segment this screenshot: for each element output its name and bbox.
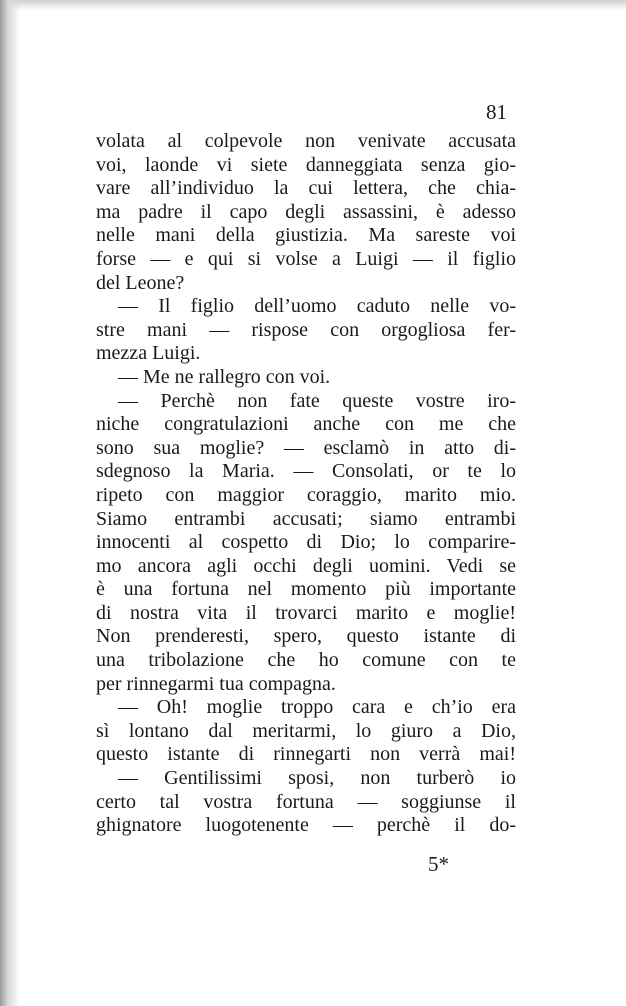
text-line: — Oh! moglie troppo cara e ch’io era: [118, 696, 516, 719]
body-text: [96, 130, 516, 838]
text-line: per rinnegarmi tua compagna.: [96, 672, 336, 695]
text-line: mo ancora agli occhi degli uomini. Vedi se: [96, 554, 516, 577]
text-line: ma padre il capo degli assassini, è adesso: [96, 200, 516, 223]
page-number: 81: [486, 100, 507, 124]
text-line: niche congratulazioni anche con me che: [96, 413, 516, 436]
text-line: è una fortuna nel momento più importante: [96, 578, 516, 601]
text-line: — Gentilissimi sposi, non turberò io: [118, 767, 516, 790]
text-line: — Me ne rallegro con voi.: [118, 365, 331, 388]
text-line: voi, laonde vi siete danneggiata senza gio-: [96, 153, 516, 176]
text-line: vare all’individuo la cui lettera, che chia-: [96, 177, 516, 200]
text-line: nelle mani della giustizia. Ma sareste voi: [96, 224, 516, 247]
text-line: ripeto con maggior coraggio, marito mio.: [96, 483, 516, 506]
text-line: sdegnoso la Maria. — Consolati, or te lo: [96, 460, 516, 483]
text-line: sì lontano dal meritarmi, lo giuro a Dio,: [96, 719, 516, 742]
page-edge-shadow-top: [0, 0, 626, 10]
text-line: mezza Luigi.: [96, 342, 201, 365]
text-line: del Leone?: [96, 271, 185, 294]
text-line: una tribolazione che ho comune con te: [96, 649, 516, 672]
text-line: Non prenderesti, spero, questo istante di: [96, 625, 516, 648]
text-line: volata al colpevole non venivate accusata: [96, 130, 516, 152]
page-edge-shadow-left: [0, 0, 20, 1006]
text-line: sono sua moglie? — esclamò in atto di-: [96, 436, 516, 459]
text-line: questo istante di rinnegarti non verrà mai!: [96, 743, 516, 766]
text-line: Siamo entrambi accusati; siamo entrambi: [96, 507, 516, 530]
text-line: ghignatore luogotenente — perchè il do-: [96, 814, 516, 837]
text-line: stre mani — rispose con orgogliosa fer-: [96, 318, 516, 341]
text-line: di nostra vita il trovarci marito e moglie!: [96, 601, 516, 624]
text-line: forse — e qui si volse a Luigi — il figlio: [96, 247, 516, 270]
signature-mark: 5*: [428, 852, 449, 876]
text-line: — Il figlio dell’uomo caduto nelle vo-: [118, 295, 516, 318]
text-line: — Perchè non fate queste vostre iro-: [118, 389, 516, 412]
text-line: innocenti al cospetto di Dio; lo comparire-: [96, 531, 516, 554]
text-line: certo tal vostra fortuna — soggiunse il: [96, 790, 516, 813]
